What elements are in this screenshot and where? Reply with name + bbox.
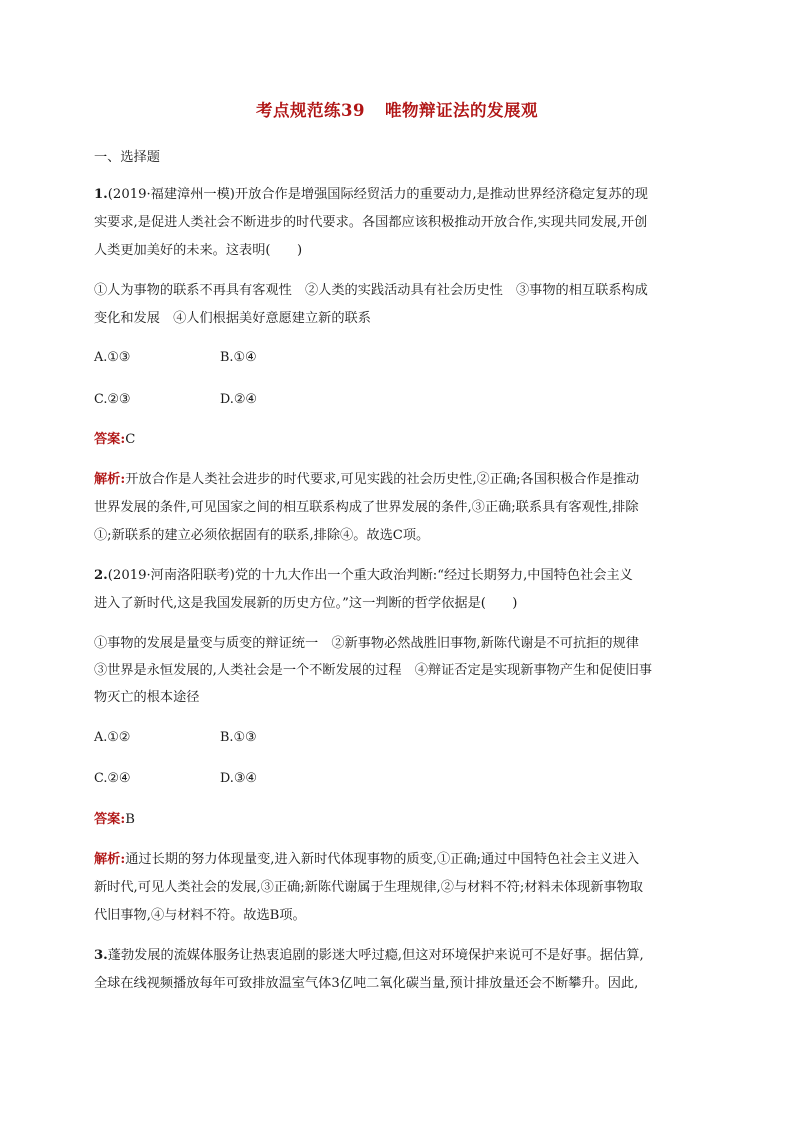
q2-line-1: 2.(2019·河南洛阳联考)党的十九大作出一个重大政治判断:“经过长期努力,中国特色社会主义 xyxy=(94,568,633,583)
q1-analysis-3: ①;新联系的建立必须依据固有的联系,排除④。故选C项。 xyxy=(94,528,430,543)
q2-analysis-2: 新时代,可见人类社会的发展,③正确;新陈代谢属于生理规律,②与材料不符;材料未体现新事物取 xyxy=(94,880,643,895)
q1-option-b: B.①④ xyxy=(220,350,257,365)
section-heading: 一、选择题 xyxy=(94,150,160,165)
q1-statement-2: 变化和发展 ④人们根据美好意愿建立新的联系 xyxy=(94,311,371,326)
q2-analysis-label: 解析: xyxy=(94,852,126,867)
q2-option-c: C.②④ xyxy=(94,771,131,786)
q2-answer-label: 答案: xyxy=(94,812,126,827)
q1-number: 1. xyxy=(94,187,108,202)
q1-analysis-label: 解析: xyxy=(94,472,126,487)
q2-analysis-1: 解析:通过长期的努力体现量变,进入新时代体现事物的质变,①正确;通过中国特色社会主义进入 xyxy=(94,852,640,867)
q1-line-3: 人类更加美好的未来。这表明( ) xyxy=(94,243,303,258)
q3-number: 3. xyxy=(94,948,108,963)
q1-option-d: D.②④ xyxy=(220,392,257,407)
page-title xyxy=(0,97,794,121)
q1-option-a: A.①③ xyxy=(94,350,131,365)
q1-option-c: C.②③ xyxy=(94,392,131,407)
q2-statement-3: 物灭亡的根本途径 xyxy=(94,690,200,705)
q2-statement-2: ③世界是永恒发展的,人类社会是一个不断发展的过程 ④辩证否定是实现新事物产生和促使旧事 xyxy=(94,663,653,678)
q2-line-2: 进入了新时代,这是我国发展新的历史方位。”这一判断的哲学依据是( ) xyxy=(94,596,518,611)
q2-option-a: A.①② xyxy=(94,730,131,745)
q3-line-2: 全球在线视频播放每年可致排放温室气体3亿吨二氧化碳当量,预计排放量还会不断攀升。因此, xyxy=(94,976,639,991)
q2-statement-1: ①事物的发展是量变与质变的辩证统一 ②新事物必然战胜旧事物,新陈代谢是不可抗拒的规律 xyxy=(94,636,639,651)
q2-option-d: D.③④ xyxy=(220,771,257,786)
q1-answer xyxy=(94,430,700,450)
q3-line-1: 3.蓬勃发展的流媒体服务让热衷追剧的影迷大呼过瘾,但这对环境保护来说可不是好事。据估算, xyxy=(94,948,644,963)
title-code: 考点规范练39 xyxy=(256,101,365,120)
q1-analysis-1: 解析:开放合作是人类社会进步的时代要求,可见实践的社会历史性,②正确;各国积极合作是推动 xyxy=(94,472,640,487)
q1-answer-label: 答案: xyxy=(94,432,126,447)
q2-answer-value: B xyxy=(125,812,135,827)
q1-line-1: 1.(2019·福建漳州一模)开放合作是增强国际经贸活力的重要动力,是推动世界经济稳定复苏的现 xyxy=(94,187,648,202)
title-topic: 唯物辩证法的发展观 xyxy=(384,101,538,120)
q1-answer-value: C xyxy=(125,432,136,447)
q2-answer xyxy=(94,810,700,830)
q1-line-2: 实要求,是促进人类社会不断进步的时代要求。各国都应该积极推动开放合作,实现共同发展,开创 xyxy=(94,215,648,230)
q2-option-b: B.①③ xyxy=(220,730,257,745)
q2-analysis-3: 代旧事物,④与材料不符。故选B项。 xyxy=(94,908,306,923)
q1-statement-1: ①人为事物的联系不再具有客观性 ②人类的实践活动具有社会历史性 ③事物的相互联系构成 xyxy=(94,283,648,298)
q1-analysis-2: 世界发展的条件,可见国家之间的相互联系构成了世界发展的条件,③正确;联系具有客观性,排除 xyxy=(94,500,639,515)
q2-number: 2. xyxy=(94,568,108,583)
